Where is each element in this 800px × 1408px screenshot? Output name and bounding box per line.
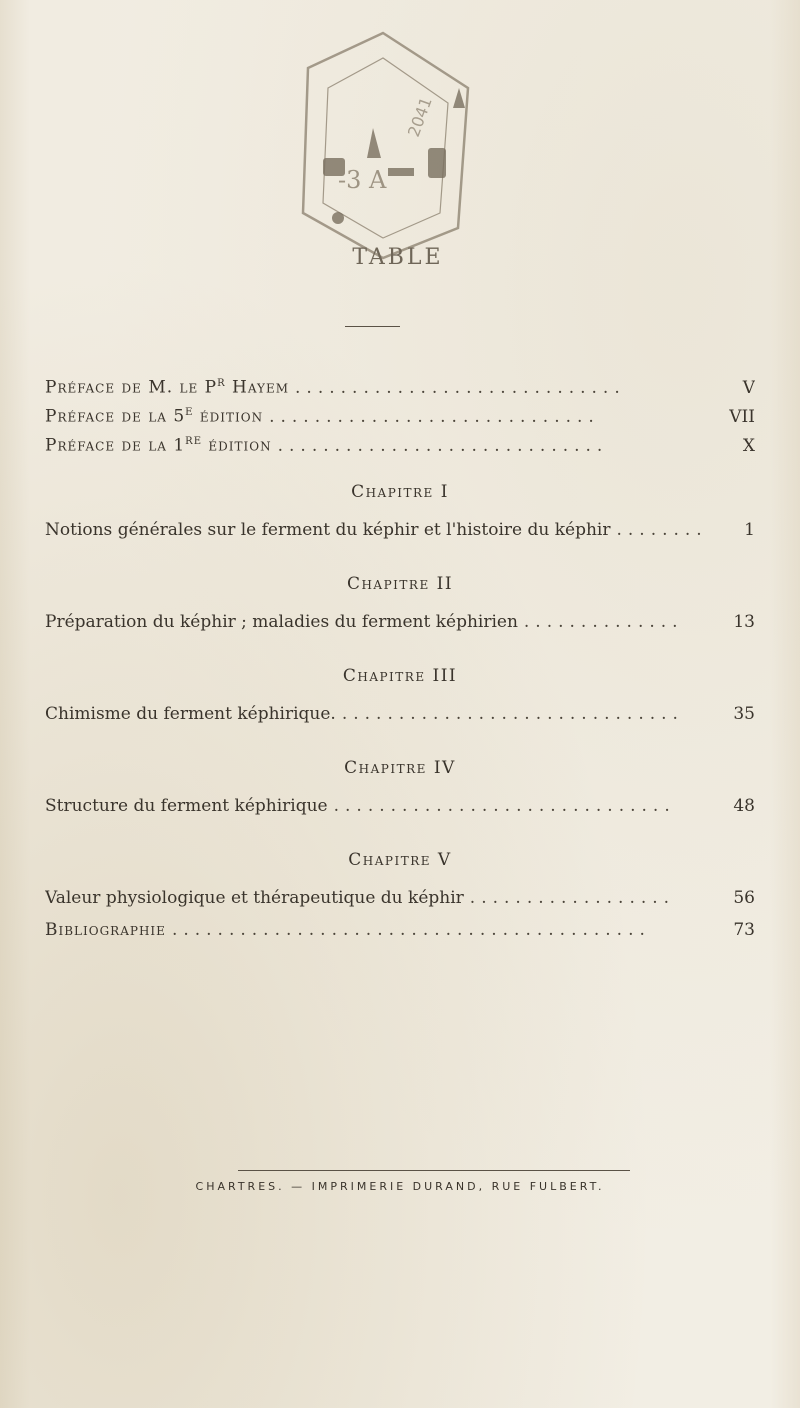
chapter-heading-5: Chapitre V (348, 850, 452, 870)
toc-title: Préface de la 5e édition (45, 403, 264, 427)
toc-page-number: 73 (733, 920, 755, 940)
toc-title: Bibliographie (45, 920, 166, 940)
toc-leader-dots: .................. (469, 888, 676, 908)
toc-title: Préface de M. le $P^r$ Hayem (45, 374, 290, 398)
toc-page-number: 1 (744, 520, 755, 540)
toc-page-number: 35 (733, 704, 755, 724)
toc-title: Structure du ferment képhirique (45, 796, 328, 816)
toc-leader-dots: ............................. (269, 406, 600, 427)
toc-title: Notions générales sur le ferment du képhir et l'histoire du képhir (45, 520, 611, 540)
svg-text:2041: 2041 (403, 94, 436, 140)
toc-leader-dots: .............. (523, 612, 684, 632)
toc-leader-dots: ............................. (277, 435, 609, 456)
toc-title: Chimisme du ferment képhirique. (45, 704, 336, 724)
toc-row-preface-hayem (45, 374, 755, 400)
chapter-heading-1: Chapitre I (351, 482, 449, 502)
toc-leader-dots: .......................................... (171, 920, 651, 940)
toc-row-chapter-2 (45, 612, 755, 638)
toc-page-number: 13 (733, 612, 755, 632)
toc-page-number: VII (729, 406, 755, 427)
toc-row-chapter-3 (45, 704, 755, 730)
toc-leader-dots: ........ (616, 520, 708, 540)
toc-leader-dots: .............................. (333, 796, 676, 816)
toc-row-preface-5e-edition (45, 403, 755, 429)
toc-row-bibliography (45, 920, 755, 946)
svg-text:-3 A: -3 A (338, 166, 387, 194)
title-rule (345, 326, 400, 327)
stamp-label: TABLE (352, 245, 444, 270)
toc-page-number: 56 (733, 888, 755, 908)
toc-row-preface-1re-edition (45, 432, 755, 458)
toc-page-number: X (742, 435, 755, 456)
footer-rule (238, 1170, 630, 1171)
toc-row-chapter-1 (45, 520, 755, 546)
toc-title: Préparation du képhir ; maladies du ferment képhirien (45, 612, 518, 632)
toc-row-chapter-5 (45, 888, 755, 914)
toc-title: Valeur physiologique et thérapeutique du képhir (45, 888, 464, 908)
toc-title: Préface de la 1re édition (45, 432, 272, 456)
toc-page-number: V (742, 377, 755, 398)
chapter-heading-4: Chapitre IV (344, 758, 456, 778)
toc-leader-dots: .............................. (341, 704, 684, 724)
printer-imprint: CHARTRES. — IMPRIMERIE DURAND, RUE FULBERT. (195, 1180, 605, 1193)
chapter-heading-2: Chapitre II (346, 574, 454, 594)
toc-leader-dots: ............................. (295, 377, 626, 398)
chapter-heading-3: Chapitre III (342, 666, 458, 686)
toc-row-chapter-4 (45, 796, 755, 822)
toc-page-number: 48 (733, 796, 755, 816)
